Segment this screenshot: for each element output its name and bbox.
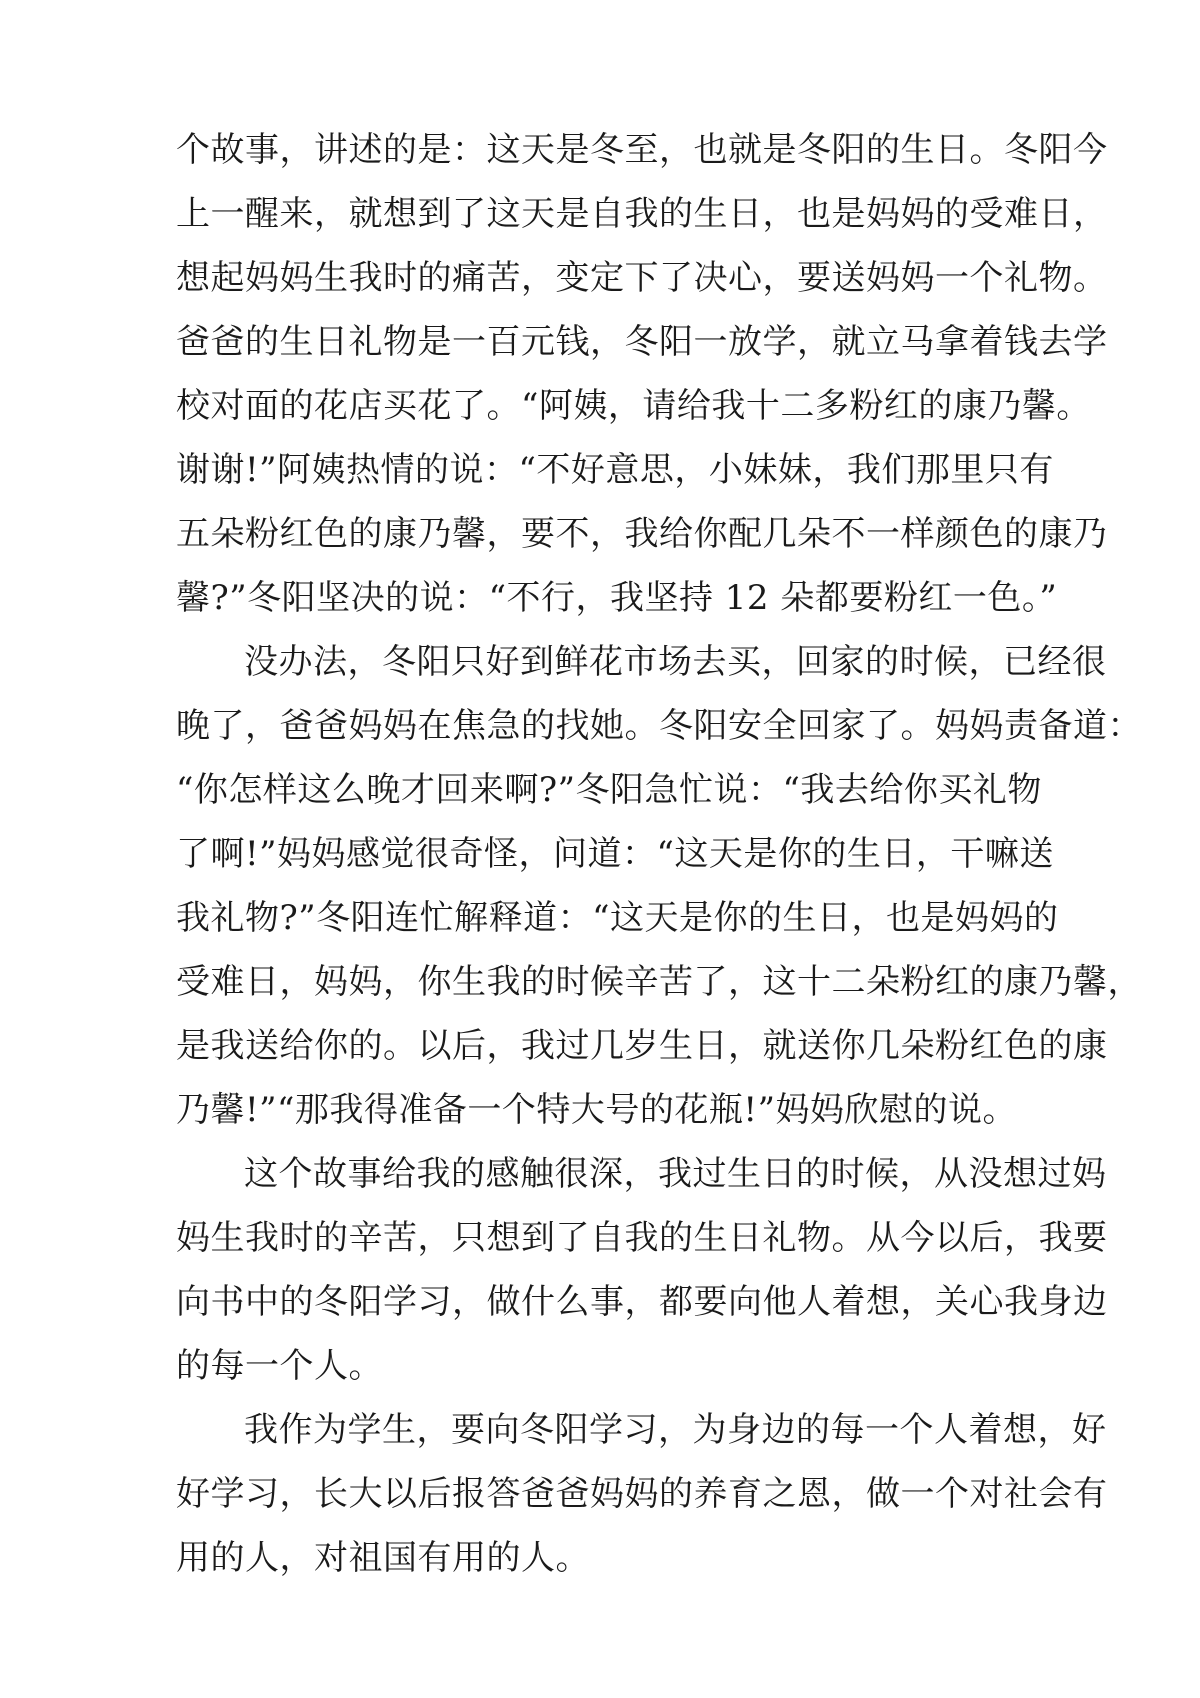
text-line: 妈生我时的辛苦，只想到了自我的生日礼物。从今以后，我要: [176, 1218, 1108, 1258]
text-line: 用的人，对祖国有用的人。: [176, 1538, 590, 1578]
text-line: 上一醒来，就想到了这天是自我的生日，也是妈妈的受难日，: [176, 194, 1108, 234]
text-line: 的每一个人。: [176, 1346, 383, 1386]
text-line: 晚了，爸爸妈妈在焦急的找她。冬阳安全回家了。妈妈责备道：: [176, 706, 1142, 746]
paragraph-start-line: 我作为学生，要向冬阳学习，为身边的每一个人着想，好: [244, 1410, 1107, 1450]
text-line: 受难日，妈妈，你生我的时候辛苦了，这十二朵粉红的康乃馨，: [176, 962, 1142, 1002]
text-line: 个故事，讲述的是：这天是冬至，也就是冬阳的生日。冬阳今: [176, 130, 1108, 170]
text-line: 乃馨!”“那我得准备一个特大号的花瓶!”妈妈欣慰的说。: [176, 1090, 1017, 1130]
essay-body: [176, 118, 1142, 1590]
text-line: 爸爸的生日礼物是一百元钱，冬阳一放学，就立马拿着钱去学: [176, 322, 1108, 362]
text-line: 校对面的花店买花了。“阿姨，请给我十二多粉红的康乃馨。: [176, 386, 1091, 426]
text-line: 想起妈妈生我时的痛苦，变定下了决心，要送妈妈一个礼物。: [176, 258, 1108, 298]
text-line: “你怎样这么晚才回来啊?”冬阳急忙说：“我去给你买礼物: [176, 770, 1042, 810]
text-line: 是我送给你的。以后，我过几岁生日，就送你几朵粉红色的康: [176, 1026, 1108, 1066]
paragraph-start-line: 这个故事给我的感触很深，我过生日的时候，从没想过妈: [244, 1154, 1107, 1194]
text-line: 向书中的冬阳学习，做什么事，都要向他人着想，关心我身边: [176, 1282, 1108, 1322]
text-line: 谢谢!”阿姨热情的说：“不好意思，小妹妹，我们那里只有: [176, 450, 1054, 490]
text-line: 我礼物?”冬阳连忙解释道：“这天是你的生日，也是妈妈的: [176, 898, 1059, 938]
text-line: 好学习，长大以后报答爸爸妈妈的养育之恩，做一个对社会有: [176, 1474, 1108, 1514]
text-line: 馨?”冬阳坚决的说：“不行，我坚持 12 朵都要粉红一色。”: [176, 578, 1058, 618]
text-line: 了啊!”妈妈感觉很奇怪，问道：“这天是你的生日，干嘛送: [176, 834, 1054, 874]
paragraph-start-line: 没办法，冬阳只好到鲜花市场去买，回家的时候，已经很: [244, 642, 1107, 682]
text-line: 五朵粉红色的康乃馨，要不，我给你配几朵不一样颜色的康乃: [176, 514, 1108, 554]
